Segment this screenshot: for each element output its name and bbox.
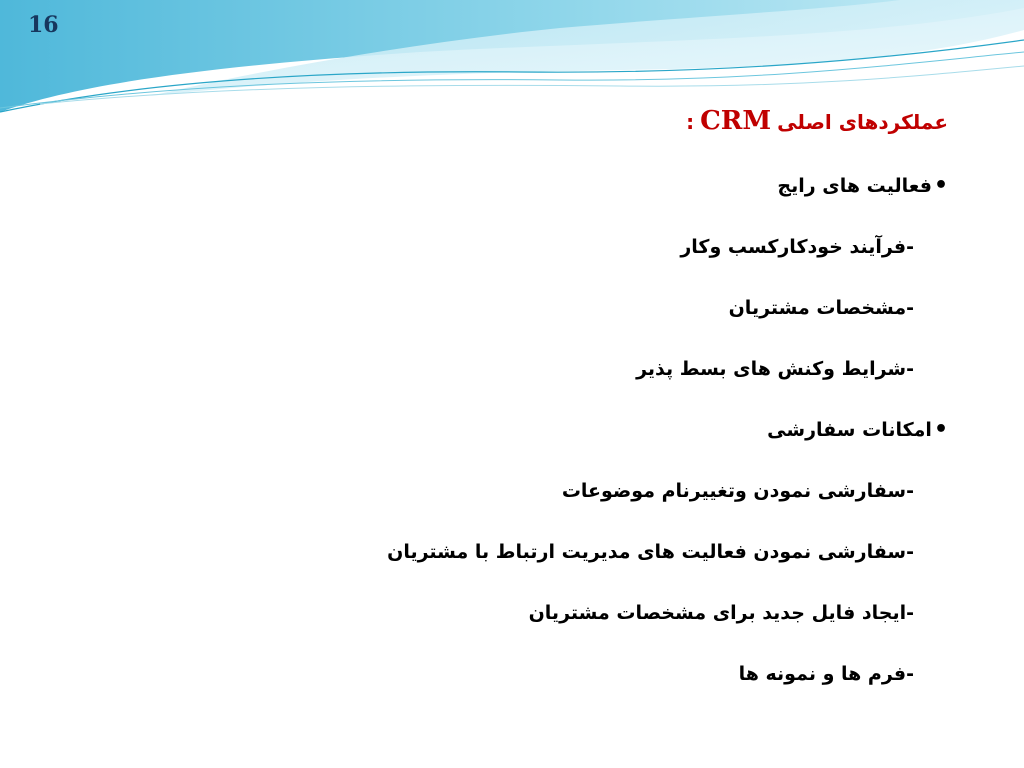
sub-item-text: شرایط وکنش های بسط پذیر <box>636 358 907 380</box>
dash-marker: - <box>906 236 914 258</box>
bullet-item <box>248 412 948 473</box>
sub-item <box>248 656 948 717</box>
sub-item-text: سفارشی نمودن فعالیت های مدیریت ارتباط با مشتریان <box>387 541 907 563</box>
dash-marker: - <box>906 358 914 380</box>
slide-title-acronym: CRM <box>700 106 772 136</box>
dash-marker: - <box>906 480 914 502</box>
page-number: 16 <box>28 12 59 38</box>
bullet-list <box>248 168 948 717</box>
dash-marker: - <box>906 297 914 319</box>
bullet-text: فعالیت های رایج <box>777 175 932 197</box>
sub-item <box>248 351 948 412</box>
slide-title-colon: : <box>686 110 695 134</box>
sub-item <box>248 473 948 534</box>
bullet-item <box>248 168 948 229</box>
sub-item <box>248 290 948 351</box>
slide-title-text: عملکردهای اصلی <box>777 110 948 134</box>
sub-item-text: سفارشی نمودن وتغییرنام موضوعات <box>561 480 907 502</box>
sub-item-text: فرم ها و نمونه ها <box>738 663 907 685</box>
sub-item <box>248 229 948 290</box>
sub-item-text: فرآیند خودکارکسب وکار <box>680 236 907 258</box>
sub-item <box>248 595 948 656</box>
sub-item-text: ایجاد فایل جدید برای مشخصات مشتریان <box>528 602 907 624</box>
sub-item <box>248 534 948 595</box>
bullet-icon: • <box>933 173 948 198</box>
bullet-icon: • <box>933 417 948 442</box>
dash-marker: - <box>906 541 914 563</box>
dash-marker: - <box>906 602 914 624</box>
slide-title <box>686 106 948 136</box>
bullet-text: امکانات سفارشی <box>767 419 932 441</box>
sub-item-text: مشخصات مشتریان <box>728 297 907 319</box>
dash-marker: - <box>906 663 914 685</box>
